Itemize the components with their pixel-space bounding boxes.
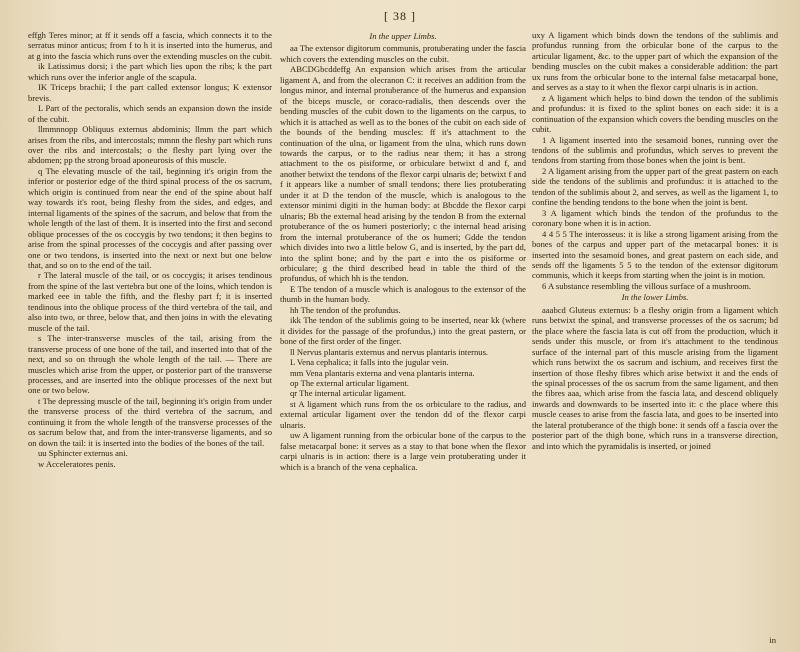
paragraph: ll Nervus plantaris externus and nervus plantaris internus. <box>290 346 489 357</box>
paragraph: llmmnnopp Obliquus externus abdominis; llmm the part which arises from the ribs, and intercostals; mmnn the fleshy part which runs over the ribs and intercostals; o the fleshy part lying over the abdomen; pp the strong broad aponeurosis of this muscle. <box>28 124 272 166</box>
section-heading: In the lower Limbs. <box>621 292 689 303</box>
paragraph: effgh Teres minor; at ff it sends off a fascia, which connects it to the serratus minor anticus; from f to h it is inserted into the humerus, and at g into the fascia which runs over the extending muscles on the cubit. <box>28 30 272 61</box>
column-middle <box>280 30 526 644</box>
paragraph: t The depressing muscle of the tail, beginning it's origin from under the transverse process of the third vertebra of the sacrum, and continuing it from the whole length of the transverse processes of the os sacrum below that, and from the inter-transverse ligaments, and so on down the tail: it is inserted into the bodies of the bones of the tail. <box>28 395 272 448</box>
paragraph: aaabcd Gluteus externus: b a fleshy origin from a ligament which runs betwixt the spinal, and transverse processes of the os sacrum; bd the place where the fascia lata is cut off from the production, which it sends under this muscle, or from it's attachment to the tendinous surface of the internal part of this muscle arising from the ligament which runs betwixt the os sacrum and ischium, and receives first the insertion of those fleshy fibres which arise betwixt it and the ends of the spinal processes of the os sacrum from the same ligament, and then the fibres aaa, which arise from the fascia lata, and descend obliquely inwards and downwards to be inserted into it: c the place where this muscle ceases to arise from the fascia lata, and goes to be inserted into the lateral protuberance of the thigh bone: it sends off a fascia over the posterior part of the thigh bone, which runs in a transverse direction, and into which the pyramidalis is inserted, or joined <box>532 304 778 451</box>
paragraph: qr The internal articular ligament. <box>290 388 407 399</box>
paragraph: op The external articular ligament. <box>290 377 409 388</box>
paragraph: mm Vena plantaris externa and vena plantaris interna. <box>290 367 475 378</box>
paragraph: s The inter-transverse muscles of the tail, arising from the transverse process of one bone of the tail, and inserted into that of the next, and so on through the whole length of the tail. — There are muscles which arise from the upper, or posterior part of the transverse processes, and are inserted into the oblique processes of the next but one or two below. <box>28 333 272 396</box>
paragraph: aa The extensor digitorum communis, protuberating under the fascia which covers the extending muscles on the cubit. <box>280 43 526 64</box>
paragraph: hh The tendon of the profundus. <box>290 304 401 315</box>
section-heading: In the upper Limbs. <box>369 31 437 41</box>
paragraph: L Vena cephalica; it falls into the jugular vein. <box>290 357 449 368</box>
paragraph: L Part of the pectoralis, which sends an expansion down the inside of the cubit. <box>28 103 272 124</box>
catchword: in <box>769 635 776 645</box>
paragraph: q The elevating muscle of the tail, beginning it's origin from the inferior or posterior edge of the third spinal process of the os sacrum, which origin is continued from near the end of the spine about half way towards it's root, being fleshy from the sides, and edges, and internal ligaments of the spines of the sacrum, and below that from the whole length of the last of them. It is inserted into the first and second oblique processes of the os coccygis by two tendons; it then begins to arise from the spinal processes of the coccygis and after passing over one or two tendons, is inserted into the next or next but one below that, and so on to the end of the tail. <box>28 165 272 270</box>
paragraph: r The lateral muscle of the tail, or os coccygis; it arises tendinous from the spine of the last vertebra but one of the loins, which tendon is marked eee in table the fifth, and the fleshy part f; it is inserted tendinous into the oblique process of the third vertebra of the tail, and also into two, or three, below that, and then joins in with the elevating muscle of the tail. <box>28 270 272 333</box>
column-right <box>532 30 778 644</box>
paragraph: 2 A ligament arising from the upper part of the great pastern on each side the tendons of the sublimis and profundus: it is attached to the tendon of the sublimis about 2, and serves, as well as the ligament 1, to confine the bending tendons to the bone when the joint is bent. <box>532 165 778 208</box>
paragraph: 6 A substance resembling the villous surface of a mushroom. <box>542 280 752 291</box>
paragraph: uw A ligament running from the orbicular bone of the carpus to the false metacarpal bone: it serves as a stay to that bone when the flexor carpi ulnaris is in action: there is a large vein protuberating under it which is a branch of the vena cephalica. <box>280 430 526 472</box>
paragraph: E The tendon of a muscle which is analogous to the extensor of the thumb in the human body. <box>280 283 526 305</box>
page-number: [ 38 ] <box>384 9 416 23</box>
paragraph: 4 4 5 5 The interosseus: it is like a strong ligament arising from the bones of the carpus and upper part of the metacarpal bones: it is inserted into the sesamoid bones, and great pastern on each side, and sends off the ligaments 5 5 to the tendon of the extensor digitorum communis, which it keeps from starting when the joint is in motion. <box>532 228 778 281</box>
paragraph: uu Sphincter externus ani. <box>38 448 128 459</box>
paragraph: uxy A ligament which binds down the tendons of the sublimis and profundus running from the orbicular bone of the carpus to the articular ligament, &c. to the upper part of which the expansion of the bending muscles on the cubit makes a considerable addition: the part ux runs from the orbicular bone to the internal false metacarpal bone, and serves as a stay to it when the flexor carpi ulnaris is in action. <box>532 30 778 93</box>
paragraph: z A ligament which helps to bind down the tendon of the sublimis and profundus: it is fixed to the splint bones on each side: it is a continuation of the expansion which covers the bending muscles on the cubit. <box>532 92 778 135</box>
column-left <box>28 30 272 644</box>
paragraph: st A ligament which runs from the os orbiculare to the radius, and external articular ligament over the tendon dd of the flexor carpi ulnaris. <box>280 398 526 430</box>
paragraph: 1 A ligament inserted into the sesamoid bones, running over the tendons of the sublimis and profundus, which serves to prevent the tendons from starting from those bones when the joint is bent. <box>532 134 778 166</box>
paragraph: w Acceleratores penis. <box>38 458 116 469</box>
paragraph: ikk The tendon of the sublimis going to be inserted, near kk (where it divides for the passage of the profundus,) into the great pastern, or bone of the first order of the finger. <box>280 315 526 347</box>
paragraph: IK Triceps brachii; I the part called extensor longus; K extensor brevis. <box>28 82 272 103</box>
paragraph: ik Latissimus dorsi; i the part which lies upon the ribs; k the part which runs over the inferior angle of the scapula. <box>28 61 272 82</box>
paragraph: ABCDGbcddeffg An expansion which arises from the articular ligament A, and from the olecranon C: it receives an addition from the longus minor, and internal protuberance of the humerus and expansion of the biceps muscle, or coraco-radialis, then descends over the bending muscles of the cubit down to the ligaments on the carpus, to which it is attached as well as to the bones of the cubit on each side of the bounds of the bending muscles: ff it's attachment to the continuation of the ulna, or ligament from the ulna, which runs down towards the carpus, or to the radius near them; it has a strong attachment to the os pisiforme, or orbiculare betwixt d and f, and another betwixt the tendons of the flexor carpi ulnaris de; betwixt f and f it appears like a number of small tendons; there lies protuberating under it at D the tendon of the muscle, which is analogous to the extensor minimi digiti in the human body: at Bbcdde the flexor carpi ulnaris; Bb the external head arising by the tendon B from the external protuberance of the os humeri posteriorly; c the internal head arising from the internal protuberance of the os humeri; Gdde the tendon which divides into two a little below G, and is inserted, by the part dd, into the splint bone; and by the part e into the os pisiforme or orbiculare; g the third described head in table the third of the profundus, of which hh is the tendon. <box>280 64 526 284</box>
paragraph: 3 A ligament which binds the tendon of the profundus to the coronary bone when it is in action. <box>532 207 778 229</box>
